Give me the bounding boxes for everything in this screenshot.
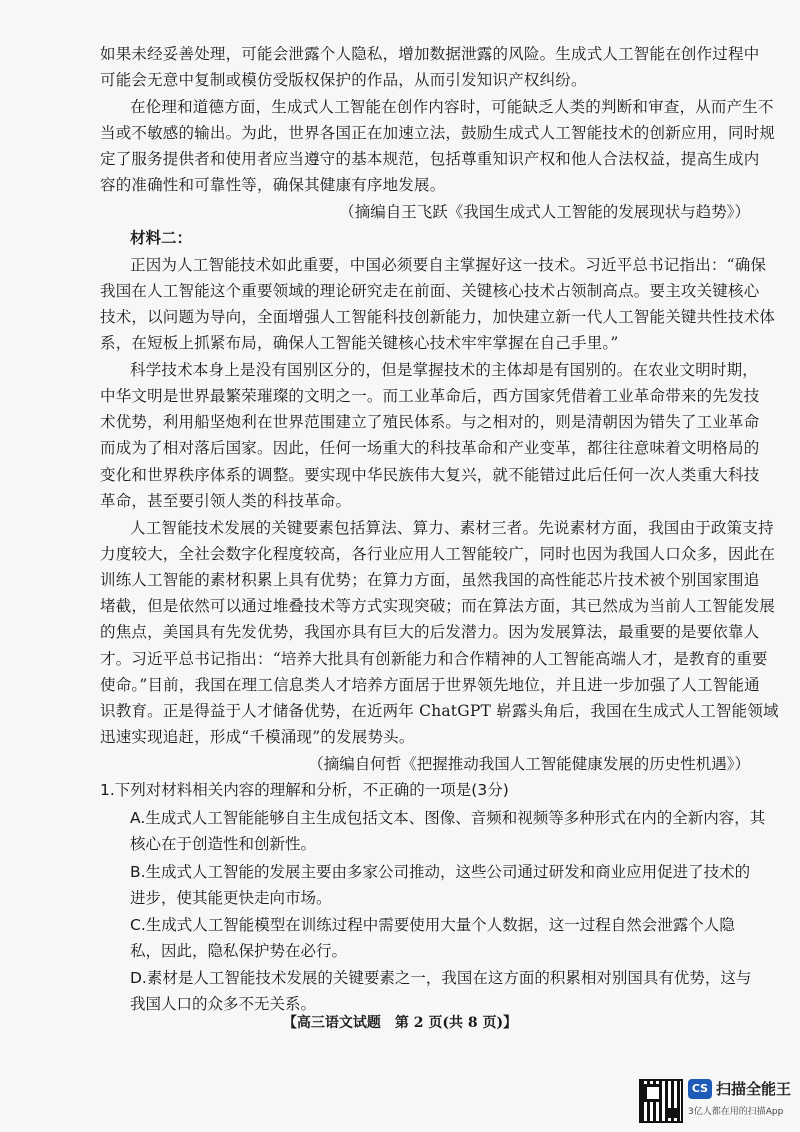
m2-line-10: 革命，甚至要引领人类的科技革命。 (100, 492, 352, 510)
camscanner-logo-icon: CS (688, 1079, 712, 1099)
body-line-5: 定了服务提供者和使用者应当遵守的基本规范，包括尊重知识产权和他人合法权益，提高生成内 (100, 150, 760, 168)
option-d-line-1[interactable]: D.素材是人工智能技术发展的关键要素之一，我国在这方面的积累相对别国具有优势，这与 (130, 969, 752, 987)
body-line-3: 在伦理和道德方面，生成式人工智能在创作内容时，可能缺乏人类的判断和审查，从而产生不 (130, 98, 774, 116)
qr-code-icon (639, 1079, 683, 1123)
scanner-app-name: 扫描全能王 (716, 1080, 792, 1098)
body-line-2: 可能会无意中复制或模仿受版权保护的作品，从而引发知识产权纠纷。 (100, 71, 587, 89)
m2-line-1: 正因为人工智能技术如此重要，中国必须要自主掌握好这一技术。习近平总书记指出：“确保 (130, 256, 767, 274)
citation-2: （摘编自何哲《把握推动我国人工智能健康发展的历史性机遇》） (308, 755, 750, 773)
m2-line-3: 技术，以问题为导向，全面增强人工智能科技创新能力，加快建立新一代人工智能关键共性技术体 (100, 308, 776, 326)
page-footer: 【高三语文试题 第 2 页(共 8 页)】 (282, 1015, 518, 1031)
option-a-line-2[interactable]: 核心在于创造性和创新性。 (130, 835, 317, 853)
body-line-4: 当或不敏感的输出。为此，世界各国正在加速立法，鼓励生成式人工智能技术的创新应用，同时规 (100, 124, 776, 142)
question-1: 1.下列对材料相关内容的理解和分析，不正确的一项是(3分) (100, 781, 509, 799)
m2-line-7: 术优势，利用船坚炮利在世界范围建立了殖民体系。与之相对的，则是清朝因为错失了工业革命 (100, 413, 760, 431)
scanner-app-tagline: 3亿人都在用的扫描App (688, 1107, 784, 1117)
option-c-line-1[interactable]: C.生成式人工智能模型在训练过程中需要使用大量个人数据，这一过程自然会泄露个人隐 (130, 916, 735, 934)
option-c-line-2[interactable]: 私，因此，隐私保护势在必行。 (130, 942, 348, 960)
m2-line-19: 迅速实现追赶，形成“千模涌现”的发展势头。 (100, 728, 415, 746)
m2-line-6: 中华文明是世界最繁荣璀璨的文明之一。而工业革命后，西方国家凭借着工业革命带来的先发技 (100, 387, 760, 405)
m2-line-2: 我国在人工智能这个重要领域的理论研究走在前面、关键核心技术占领制高点。要主攻关键核心 (100, 282, 760, 300)
m2-line-4: 系，在短板上抓紧布局，确保人工智能关键核心技术牢牢掌握在自己手里。” (100, 334, 619, 352)
m2-line-11: 人工智能技术发展的关键要素包括算法、算力、素材三者。先说素材方面，我国由于政策支持 (130, 519, 774, 537)
m2-line-15: 的焦点，美国具有先发优势，我国亦具有巨大的后发潜力。因为发展算法，最重要的是要依靠人 (100, 623, 760, 641)
m2-line-13: 训练人工智能的素材积累上具有优势；在算力方面，虽然我国的高性能芯片技术被个别国家围追 (100, 571, 760, 589)
option-b-line-1[interactable]: B.生成式人工智能的发展主要由多家公司推动，这些公司通过研发和商业应用促进了技术的 (130, 863, 751, 881)
m2-line-8: 而成为了相对落后国家。因此，任何一场重大的科技革命和产业变革，都往往意味着文明格局的 (100, 439, 760, 457)
body-line-6: 容的准确性和可靠性等，确保其健康有序地发展。 (100, 176, 446, 194)
body-line-1: 如果未经妥善处理，可能会泄露个人隐私，增加数据泄露的风险。生成式人工智能在创作过程中 (100, 45, 760, 63)
option-d-line-2[interactable]: 我国人口的众多不无关系。 (130, 995, 317, 1013)
m2-line-14: 堵截，但是依然可以通过堆叠技术等方式实现突破；而在算法方面，其已然成为当前人工智能发展 (100, 597, 776, 615)
material-2-heading: 材料二： (130, 228, 193, 247)
m2-line-5: 科学技术本身上是没有国别区分的，但是掌握技术的主体却是有国别的。在农业文明时期， (130, 361, 759, 379)
m2-line-9: 变化和世界秩序体系的调整。要实现中华民族伟大复兴，就不能错过此后任何一次人类重大科技 (100, 466, 760, 484)
citation-1: （摘编自王飞跃《我国生成式人工智能的发展现状与趋势》） (339, 203, 750, 221)
m2-line-12: 力度较大，全社会数字化程度较高，各行业应用人工智能较广，同时也因为我国人口众多，因此在 (100, 545, 776, 563)
option-a-line-1[interactable]: A.生成式人工智能能够自主生成包括文本、图像、音频和视频等多种形式在内的全新内容，其 (130, 809, 766, 827)
m2-line-18: 识教育。正是得益于人才储备优势，在近两年 ChatGPT 崭露头角后，我国在生成式人工智能领域 (100, 702, 779, 720)
m2-line-17: 使命。”目前，我国在理工信息类人才培养方面居于世界领先地位，并且进一步加强了人工智能通 (100, 676, 760, 694)
m2-line-16: 才。习近平总书记指出：“培养大批具有创新能力和合作精神的人工智能高端人才，是教育的重要 (100, 650, 768, 668)
option-b-line-2[interactable]: 进步，使其能更快走向市场。 (130, 889, 332, 907)
